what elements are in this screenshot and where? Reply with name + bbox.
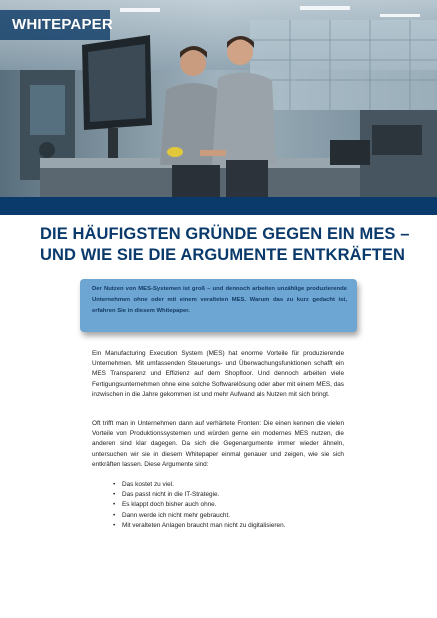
argument-list [113,480,343,531]
bullet-icon: • [113,511,116,519]
list-item-text: Das passt nicht in die IT-Strategie. [122,491,220,499]
list-item-text: Mit veralteten Anlagen braucht man nicht zu digitalisieren. [122,521,286,529]
page-title [40,224,410,266]
whitepaper-badge: WHITEPAPER [0,10,110,40]
list-item [113,521,343,531]
intro-box: Der Nutzen von MES-Systemen ist groß – und dennoch arbeiten unzählige produzierende Unternehmen ohne oder mit einem veralteten MES. Warum das zu kurz gedacht ist, erfahren Sie in diesem Whitepaper. [80,279,357,332]
bullet-icon: • [113,501,116,509]
list-item-text: Dann werde ich nicht mehr gebraucht. [122,511,230,519]
bullet-icon: • [113,481,116,488]
bullet-icon: • [113,491,116,499]
list-item-text: Es klappt doch bisher auch ohne. [122,501,217,509]
title-line-2: UND WIE SIE DIE ARGUMENTE ENTKRÄFTEN [40,246,406,264]
title-line-1: DIE HÄUFIGSTEN GRÜNDE GEGEN EIN MES – [40,225,410,243]
body-paragraph-2: Oft trifft man in Unternehmen dann auf verhärtete Fronten: Die einen kennen die vielen Vorteile von Produktionssystemen und würden gerne ein modernes MES nutzen, die anderen sind klar dagegen. Da sich die Gegenargumente immer wieder ähneln, untersuchen wir sie in diesem Whitepaper einmal genauer und zeigen, wie sie sich entkräften lassen. Diese Argumente sind: [92,420,344,468]
list-item [113,490,343,500]
bullet-icon: • [113,521,116,529]
list-item [113,511,343,521]
list-item-text: Das kostet zu viel. [122,481,174,488]
list-item [113,500,343,510]
header-band [0,197,437,215]
list-item [113,480,343,490]
body-paragraph-1: Ein Manufacturing Execution System (MES) hat enorme Vorteile für produzierende Unternehmen. Mit umfassenden Steuerungs- und Überwachungsfunktionen schafft ein MES Transparenz und Effizienz auf dem Shopfloor. Und dennoch arbeiten viele Fertigungsunternehmen ohne eine solche Softwarelösung oder aber mit einem MES, das inzwischen in die Jahre gekommen ist und mehr Aufwand als Nutzen mit sich bringt. [92,350,344,398]
hero-photo [0,0,437,197]
